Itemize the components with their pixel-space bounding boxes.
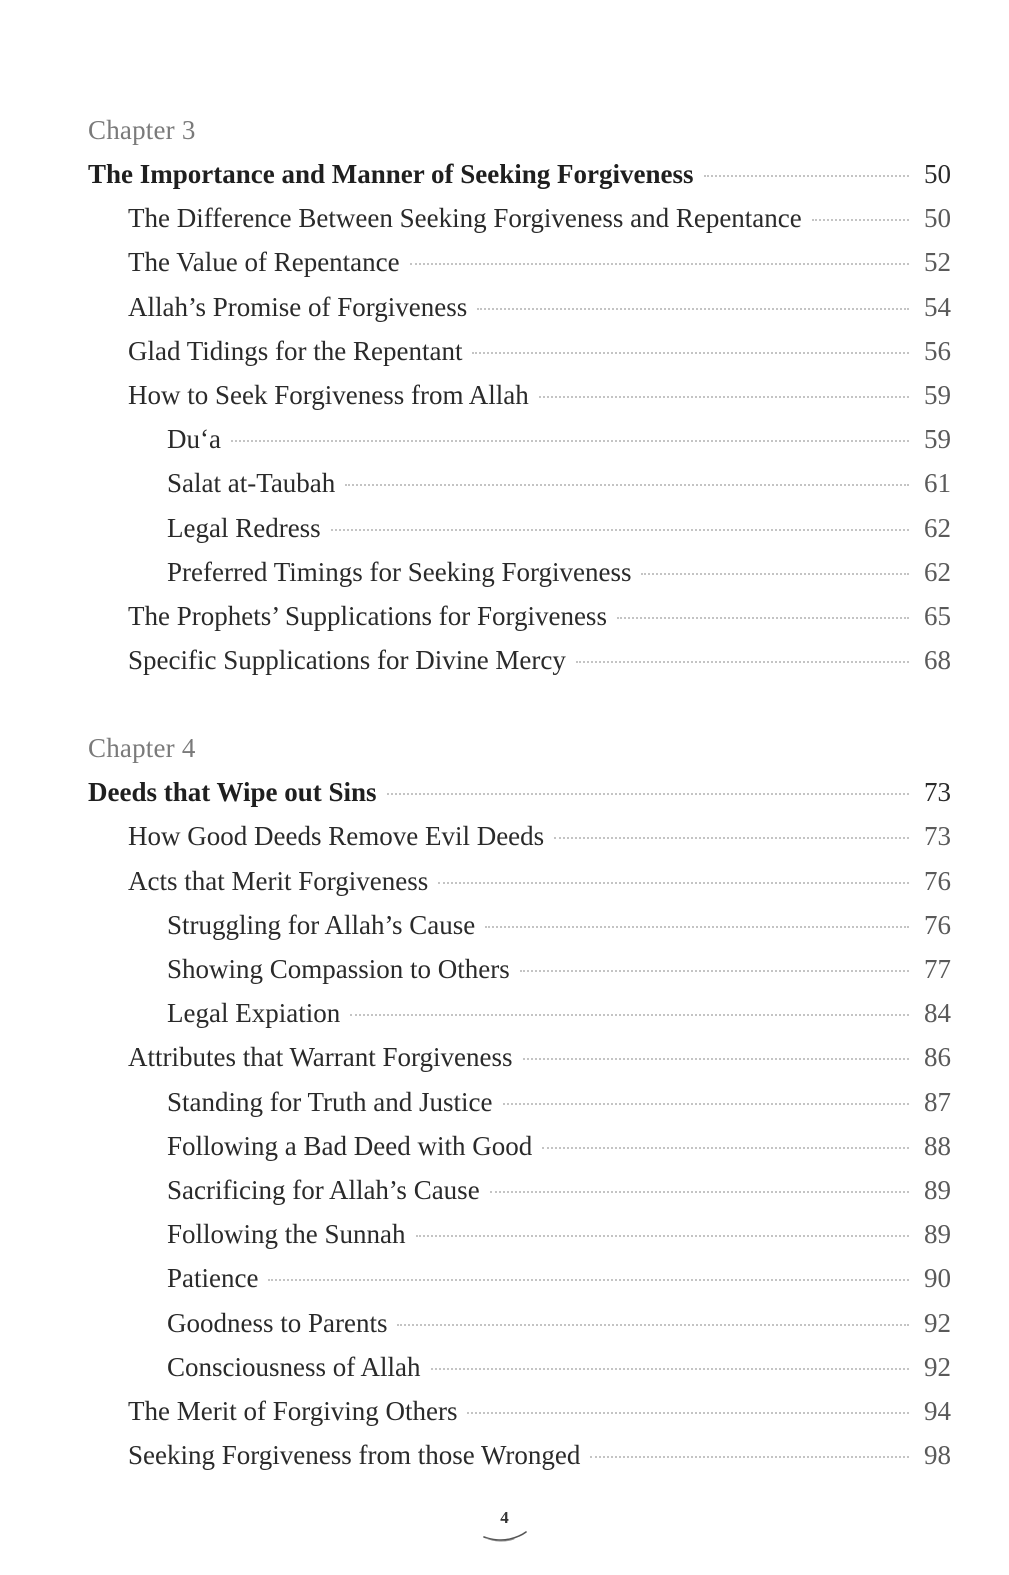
entry-title: Legal Redress — [167, 512, 321, 543]
section-entry[interactable] — [88, 285, 951, 329]
entry-page-number: 77 — [924, 954, 951, 984]
dot-leader — [704, 175, 910, 177]
dot-leader — [416, 1235, 909, 1237]
entry-title: Patience — [167, 1263, 259, 1294]
dot-leader — [268, 1279, 909, 1281]
entry-title: Allah’s Promise of Forgiveness — [128, 291, 468, 322]
dot-leader — [387, 793, 909, 795]
section-entry[interactable] — [88, 814, 951, 858]
subsection-entry[interactable] — [88, 1345, 951, 1389]
entry-page-number: 65 — [924, 600, 951, 631]
entry-title: Consciousness of Allah — [167, 1351, 421, 1382]
section-entry[interactable] — [88, 373, 951, 417]
entry-page-number: 50 — [924, 203, 951, 234]
subsection-entry[interactable] — [88, 1212, 951, 1256]
entry-page-number: 73 — [924, 821, 951, 852]
entry-title: Goodness to Parents — [167, 1307, 388, 1338]
dot-leader — [472, 352, 909, 354]
entry-page-number: 76 — [924, 909, 951, 940]
entry-title: The Prophets’ Supplications for Forgiveness — [128, 600, 607, 631]
entry-title: Acts that Merit Forgiveness — [128, 865, 429, 896]
entry-page-number: 92 — [924, 1351, 951, 1382]
entry-page-number: 50 — [924, 159, 951, 189]
section-entry[interactable] — [88, 638, 951, 682]
dot-leader — [539, 396, 909, 398]
entry-title: Preferred Timings for Seeking Forgiveness — [167, 556, 632, 587]
subsection-entry[interactable] — [88, 506, 951, 550]
section-entry[interactable] — [88, 196, 951, 240]
dot-leader — [467, 1412, 909, 1414]
entry-page-number: 68 — [924, 645, 951, 676]
entry-page-number: 92 — [924, 1307, 951, 1338]
entry-title: Struggling for Allah’s Cause — [167, 909, 476, 940]
subsection-entry[interactable] — [88, 1080, 951, 1124]
dot-leader — [554, 837, 909, 839]
dot-leader — [477, 308, 909, 310]
entry-page-number: 56 — [924, 335, 951, 366]
dot-leader — [350, 1014, 909, 1016]
subsection-entry[interactable] — [88, 947, 951, 991]
entry-page-number: 76 — [924, 865, 951, 896]
entry-page-number: 84 — [924, 998, 951, 1029]
dot-leader — [410, 263, 909, 265]
section-entry[interactable] — [88, 859, 951, 903]
section-entry[interactable] — [88, 1433, 951, 1477]
chapter-title-entry[interactable] — [88, 152, 951, 196]
section-entry[interactable] — [88, 329, 951, 373]
entry-page-number: 59 — [924, 379, 951, 410]
entry-page-number: 59 — [924, 424, 951, 455]
subsection-entry[interactable] — [88, 991, 951, 1035]
entry-title: Following a Bad Deed with Good — [167, 1130, 533, 1161]
entry-page-number: 61 — [924, 468, 951, 499]
subsection-entry[interactable] — [88, 550, 951, 594]
entry-page-number: 52 — [924, 247, 951, 278]
section-entry[interactable] — [88, 240, 951, 284]
entry-title: How to Seek Forgiveness from Allah — [128, 379, 529, 410]
entry-title: Legal Expiation — [167, 998, 341, 1029]
section-entry[interactable] — [88, 1035, 951, 1079]
entry-title: Specific Supplications for Divine Mercy — [128, 645, 566, 676]
entry-page-number: 90 — [924, 1263, 951, 1294]
dot-leader — [438, 882, 909, 884]
subsection-entry[interactable] — [88, 417, 951, 461]
chapter-label: Chapter 3 — [88, 115, 196, 145]
chapter-section — [88, 726, 951, 1477]
subsection-entry[interactable] — [88, 1301, 951, 1345]
chapter-label: Chapter 4 — [88, 733, 196, 764]
entry-page-number: 89 — [924, 1219, 951, 1250]
dot-leader — [576, 661, 909, 663]
dot-leader — [641, 573, 909, 575]
entry-title: Seeking Forgiveness from those Wronged — [128, 1440, 581, 1471]
entry-page-number: 62 — [924, 512, 951, 543]
entry-page-number: 98 — [924, 1440, 951, 1471]
entry-title: Attributes that Warrant Forgiveness — [128, 1042, 513, 1073]
dot-leader — [231, 440, 909, 442]
entry-title: The Value of Repentance — [128, 247, 400, 278]
subsection-entry[interactable] — [88, 903, 951, 947]
chapter-section — [88, 108, 951, 682]
dot-leader — [542, 1147, 909, 1149]
entry-title: The Importance and Manner of Seeking Forgiveness — [88, 159, 694, 189]
entry-page-number: 62 — [924, 556, 951, 587]
dot-leader — [397, 1324, 909, 1326]
dot-leader — [345, 484, 909, 486]
subsection-entry[interactable] — [88, 461, 951, 505]
entry-page-number: 88 — [924, 1130, 951, 1161]
section-entry[interactable] — [88, 594, 951, 638]
entry-title: Deeds that Wipe out Sins — [88, 777, 377, 808]
dot-leader — [523, 1058, 909, 1060]
section-entry[interactable] — [88, 1389, 951, 1433]
dot-leader — [485, 926, 909, 928]
dot-leader — [331, 529, 909, 531]
entry-title: Du‘a — [167, 424, 221, 455]
entry-title: Following the Sunnah — [167, 1219, 406, 1250]
entry-page-number: 73 — [924, 777, 951, 808]
dot-leader — [617, 617, 909, 619]
entry-title: The Difference Between Seeking Forgiveness and Repentance — [128, 203, 802, 234]
entry-page-number: 94 — [924, 1395, 951, 1426]
dot-leader — [431, 1368, 910, 1370]
dot-leader — [490, 1191, 909, 1193]
subsection-entry[interactable] — [88, 1124, 951, 1168]
entry-page-number: 89 — [924, 1174, 951, 1205]
entry-title: Standing for Truth and Justice — [167, 1086, 493, 1117]
entry-title: Glad Tidings for the Repentant — [128, 335, 463, 366]
entry-title: How Good Deeds Remove Evil Deeds — [128, 821, 545, 852]
entry-page-number: 86 — [924, 1042, 951, 1073]
page-number: 4 — [500, 1508, 509, 1527]
dot-leader — [812, 219, 909, 221]
entry-title: Salat at-Taubah — [167, 468, 336, 499]
entry-title: Sacrificing for Allah’s Cause — [167, 1174, 480, 1205]
entry-title: Showing Compassion to Others — [167, 954, 510, 984]
dot-leader — [520, 970, 909, 972]
entry-page-number: 54 — [924, 291, 951, 322]
entry-title: The Merit of Forgiving Others — [128, 1395, 458, 1426]
subsection-entry[interactable] — [88, 1256, 951, 1300]
dot-leader — [590, 1456, 909, 1458]
swash-ornament-icon — [480, 1530, 530, 1544]
table-of-contents — [88, 108, 951, 1477]
entry-page-number: 87 — [924, 1086, 951, 1117]
subsection-entry[interactable] — [88, 1168, 951, 1212]
page-folio — [0, 1508, 1009, 1544]
dot-leader — [503, 1103, 909, 1105]
chapter-title-entry[interactable] — [88, 770, 951, 814]
